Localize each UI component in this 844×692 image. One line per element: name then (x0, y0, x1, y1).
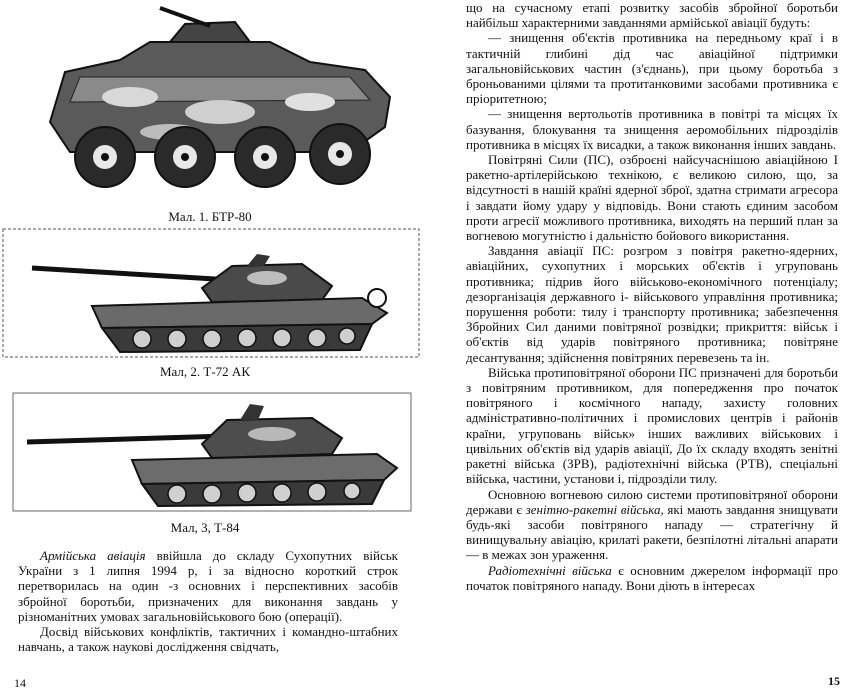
figure-t72 (2, 228, 420, 358)
paragraph-air-defense: Війська протиповітряної оборони ПС призначені для боротьби з повітряним противником, для попередження про початок повітряного і космічного нападу, захисту головних адміністративно-політичних і промислових центрів і районів країни, угруповань військ» інших важливих військових і цивільних об'єктів від ударів авіації, До їх складу входять зенітні ракетні війська (ЗРВ), радіотехнічні війська (РТВ), спеціальні війська, частини, установи і, підрозділи тилу. (466, 364, 838, 487)
paragraph-zenith-missile: Основною вогневою силою системи протиповітряної оборони держави є зенітно-ракетні війська, які мають завдання знищувати будь-які засоби повітряного нападу — стратегічну й винищувальну авіацію, крилаті ракети, безпілотні літальні апарати — в межах зон ураження. (466, 486, 839, 563)
armored-vehicle-btr80-icon (10, 2, 410, 204)
figure-t84 (12, 392, 412, 512)
paragraph-experience: Досвід військових конфліктів, тактичних і командно-штабних навчань, а також наукові дослідження свідчать, (18, 624, 398, 655)
paragraph-intro: що на сучасному етапі розвитку засобів збройної боротьби найбільш характерними завданнями армійської авіації будуть: (466, 0, 838, 31)
figure-caption-3: Мал, 3, Т-84 (170, 520, 240, 535)
bullet-item: — знищення вертольотів противника в повітрі та місцях їх базування, блокування та знищення аеромобільних підрозділів противника в місцях їх висадки, а також виконання інших завдань. (466, 106, 838, 152)
left-column-text (18, 548, 398, 654)
term-army-aviation: Армійська авіація (40, 548, 146, 563)
right-column-text (466, 0, 838, 593)
figure-caption-1: Мал. 1. БТР-80 (168, 209, 252, 224)
page-number-right: 15 (828, 674, 840, 688)
figure-btr80 (10, 2, 410, 204)
paragraph-air-forces: Повітряні Сили (ПС), озброєні найсучаснішою авіаційною І ракетно-артілерійською технікою, є великою силою, що, за відсутності в нашій країні ядерної зброї, здатна стримати агресора і завдати йому удару у відповідь. Вони стають єдиним засобом проти агресії можливого противника, виходять на перший план за вогневою могутністю і дальністю бойового використання. (466, 152, 838, 244)
tank-t72-icon (2, 228, 420, 358)
paragraph-army-aviation: Армійська авіація ввійшла до складу Сухопутних військ України з 1 липня 1994 р, і за відносно короткий строк перетворилась на один -з основних і перспективних засобів збройної боротьби, призначених для виконання завдань у різноманітних умовах загальновійськового бою (операції). (18, 548, 398, 624)
paragraph-radio-tech: Радіотехнічні війська є основним джерелом інформації про початок повітряного нападу. Вони діють в інтересах (466, 562, 838, 593)
term-zenith-missile: зенітно-ракетні війська, (525, 501, 664, 517)
figure-caption-2: Мал, 2. Т-72 АК (159, 364, 250, 379)
page-number-left: 14 (14, 676, 26, 690)
bullet-item: — знищення об'єктів противника на передньому краї і в тактичній глибині дід час авіаційної підтримки загальновійськових частин (з'єднань), при цьому боротьба з броньованими цілями та протитанковими засобами противника є пріоритетною; (466, 30, 838, 107)
right-page (430, 0, 844, 692)
paragraph-air-force-tasks: Завдання авіації ПС: розгром з повітря ракетно-ядерних, авіаційних, сухопутних і морських об'єктів і угруповань противника; підрив його військово-економічного потенціалу; дезорганізація державного і- військового управління противника; порушення роботи: тилу і транспорту противника; забезпечення Збройних Сил даними повітряної розвідки; прикриття: військ і об'єктів від ударів повітряного противника; повітряне десантування; здійснення повітряних перевезень та ін. (466, 243, 838, 365)
tank-t84-icon (12, 392, 412, 512)
term-radio-tech: Радіотехнічні війська (488, 562, 612, 578)
